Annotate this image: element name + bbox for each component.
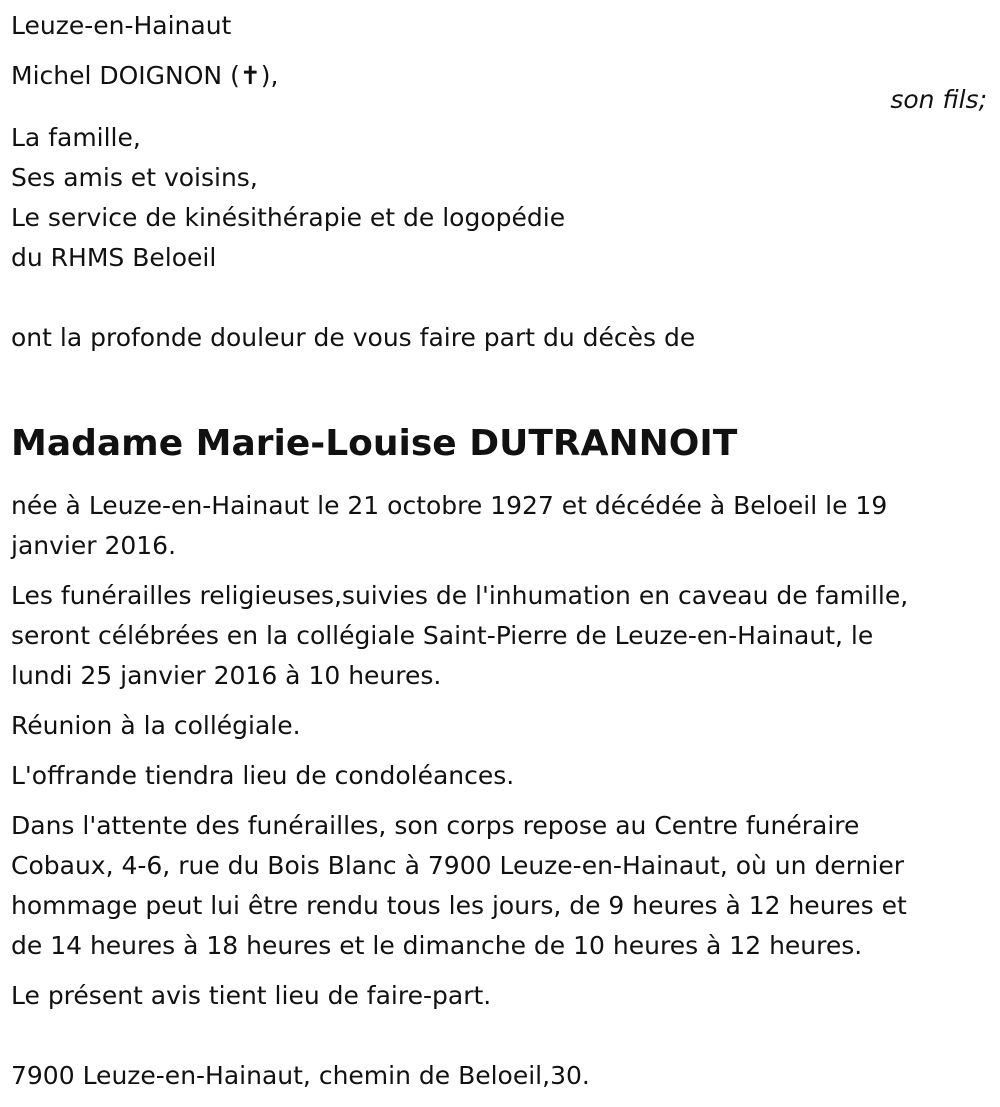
mourners-list bbox=[11, 118, 565, 278]
birth-death-line: née à Leuze-en-Hainaut le 21 octobre 1927 et décédée à Beloeil le 19 bbox=[11, 491, 888, 520]
mourner-line: du RHMS Beloeil bbox=[11, 243, 217, 272]
visitation-line: hommage peut lui être rendu tous les jours, de 9 heures à 12 heures et bbox=[11, 891, 907, 920]
present-avis-paragraph: Le présent avis tient lieu de faire-part. bbox=[11, 981, 492, 1010]
birth-death-paragraph bbox=[11, 486, 987, 566]
mourner-line: La famille, bbox=[11, 123, 141, 152]
birth-death-line: janvier 2016. bbox=[11, 531, 177, 560]
visitation-line: Cobaux, 4-6, rue du Bois Blanc à 7900 Leuze-en-Hainaut, où un dernier bbox=[11, 851, 904, 880]
funeral-line: lundi 25 janvier 2016 à 10 heures. bbox=[11, 661, 442, 690]
visitation-paragraph bbox=[11, 806, 987, 966]
mourner-line: Le service de kinésithérapie et de logopédie bbox=[11, 203, 566, 232]
offrande-paragraph: L'offrande tiendra lieu de condoléances. bbox=[11, 761, 515, 790]
deceased-name: Madame Marie-Louise DUTRANNOIT bbox=[11, 423, 738, 465]
family-address: 7900 Leuze-en-Hainaut, chemin de Beloeil,30. bbox=[11, 1061, 590, 1090]
visitation-line: de 14 heures à 18 heures et le dimanche de 10 heures à 12 heures. bbox=[11, 931, 863, 960]
reunion-paragraph: Réunion à la collégiale. bbox=[11, 711, 301, 740]
visitation-line: Dans l'attente des funérailles, son corps repose au Centre funéraire bbox=[11, 811, 860, 840]
son-relation: son fils; bbox=[890, 85, 987, 114]
funeral-line: Les funérailles religieuses,suivies de l'inhumation en caveau de famille, bbox=[11, 581, 909, 610]
funeral-line: seront célébrées en la collégiale Saint-Pierre de Leuze-en-Hainaut, le bbox=[11, 621, 874, 650]
town-heading: Leuze-en-Hainaut bbox=[11, 11, 232, 40]
son-name: Michel DOIGNON (✝), bbox=[11, 61, 279, 90]
funeral-paragraph bbox=[11, 576, 987, 696]
announcement-text: ont la profonde douleur de vous faire part du décès de bbox=[11, 323, 696, 352]
mourner-line: Ses amis et voisins, bbox=[11, 163, 258, 192]
